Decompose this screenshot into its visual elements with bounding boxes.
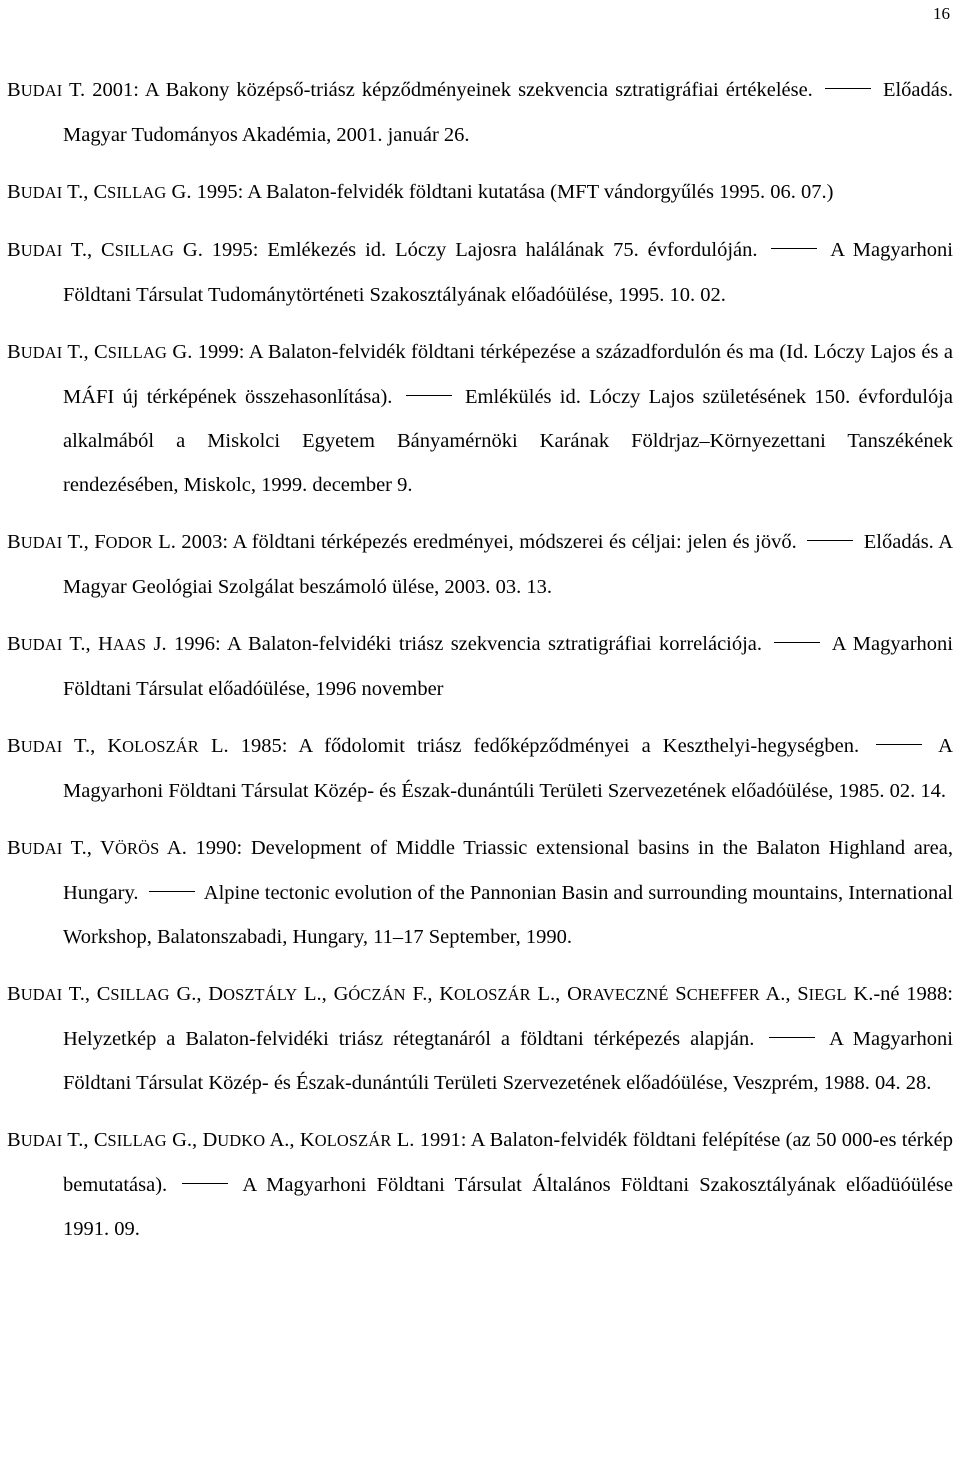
- em-dash-rule: [825, 88, 871, 89]
- reference-entry: [7, 170, 953, 215]
- author-smallcaps: OLOSZÁR: [122, 737, 199, 756]
- reference-text: G. 1999: A Balaton-felvidék földtani térképezése a századfordulón és ma (Id. Lóczy Lajos és a MÁFI új térképének összehasonlítása).: [63, 341, 953, 408]
- reference-text: L. 1991: A Balaton-felvidék földtani felépítése (az 50 000-es térkép bemutatása).: [63, 1129, 953, 1196]
- reference-text: G., D: [169, 983, 224, 1005]
- reference-text: A. 1990: Development of Middle Triassic extensional basins in the Balaton Highland area, Hungary.: [63, 837, 953, 904]
- reference-text: F., K: [405, 983, 455, 1005]
- author-smallcaps: SILLAG: [110, 985, 170, 1004]
- reference-text: B: [7, 983, 21, 1005]
- reference-entry: [7, 68, 953, 157]
- reference-text: A Magyarhoni Földtani Társulat Közép- és Észak-dunántúli Területi Szervezetének előadóülése, Veszprém, 1988. 04. 28.: [63, 1028, 953, 1094]
- author-smallcaps: OLOSZÁR: [314, 1131, 392, 1150]
- reference-text: B: [7, 633, 21, 655]
- reference-text: S: [668, 983, 687, 1005]
- reference-text: K.-né 1988: Helyzetkép a Balaton-felvidéki triász rétegtanáról a földtani térképezés alapján.: [63, 983, 954, 1050]
- reference-text: T., F: [62, 531, 106, 553]
- em-dash-rule: [876, 744, 922, 745]
- author-smallcaps: SILLAG: [107, 183, 167, 202]
- reference-entry: [7, 1118, 953, 1251]
- reference-text: B: [7, 79, 21, 101]
- em-dash-rule: [807, 540, 853, 541]
- reference-text: G., D: [166, 1129, 218, 1151]
- reference-entry: [7, 228, 953, 317]
- reference-text: Emlékülés id. Lóczy Lajos születésének 150. évfordulója alkalmából a Miskolci Egyetem Bányamérnöki Karának Földrjaz–Környezettani Tanszékének rendezésében, Miskolc, 1999. december 9.: [63, 386, 953, 496]
- em-dash-rule: [771, 248, 817, 249]
- reference-text: L. 2003: A földtani térképezés eredményei, módszerei és céljai: jelen és jövő.: [152, 531, 803, 553]
- reference-text: A Magyarhoni Földtani Társulat előadóülése, 1996 november: [63, 633, 953, 700]
- reference-text: L., G: [297, 983, 349, 1005]
- author-smallcaps: ODOR: [105, 533, 153, 552]
- reference-text: A Magyarhoni Földtani Társulat Közép- és Észak-dunántúli Területi Szervezetének előadóülése, 1985. 02. 14.: [63, 735, 953, 802]
- author-smallcaps: SILLAG: [107, 343, 167, 362]
- author-smallcaps: UDAI: [20, 533, 63, 552]
- reference-entry: [7, 622, 953, 711]
- author-smallcaps: UDAI: [20, 737, 63, 756]
- author-smallcaps: UDAI: [20, 635, 63, 654]
- author-smallcaps: UDAI: [20, 1131, 63, 1150]
- em-dash-rule: [149, 891, 195, 892]
- author-smallcaps: OSZTÁLY: [223, 985, 298, 1004]
- reference-text: Előadás. Magyar Tudományos Akadémia, 2001. január 26.: [63, 79, 953, 146]
- reference-text: G. 1995: A Balaton-felvidék földtani kutatása (MFT vándorgyűlés 1995. 06. 07.): [166, 181, 834, 203]
- author-smallcaps: RAVECZNÉ: [581, 985, 669, 1004]
- author-smallcaps: UDAI: [20, 183, 63, 202]
- author-smallcaps: IEGL: [808, 985, 847, 1004]
- reference-text: G. 1995: Emlékezés id. Lóczy Lajosra halálának 75. évfordulóján.: [173, 239, 767, 261]
- reference-text: T., C: [62, 181, 108, 203]
- reference-text: A., S: [759, 983, 809, 1005]
- reference-text: B: [7, 341, 21, 363]
- reference-text: T., C: [62, 983, 111, 1005]
- reference-text: J. 1996: A Balaton-felvidéki triász szekvencia sztratigráfiai korrelációja.: [146, 633, 770, 655]
- reference-text: T., C: [62, 239, 115, 261]
- reference-text: T., K: [62, 735, 123, 757]
- reference-text: L., O: [530, 983, 582, 1005]
- reference-text: B: [7, 181, 21, 203]
- reference-text: T. 2001: A Bakony középső-triász képződményeinek szekvencia sztratigráfiai értékelése.: [62, 79, 820, 101]
- em-dash-rule: [774, 642, 820, 643]
- author-smallcaps: UDAI: [20, 839, 63, 858]
- reference-text: T., C: [62, 1129, 108, 1151]
- reference-list: [7, 68, 953, 1264]
- reference-text: B: [7, 837, 21, 859]
- reference-entry: [7, 724, 953, 813]
- author-smallcaps: UDAI: [20, 985, 63, 1004]
- em-dash-rule: [406, 395, 452, 396]
- reference-text: B: [7, 531, 21, 553]
- author-smallcaps: AAS: [112, 635, 147, 654]
- author-smallcaps: ÖRÖS: [114, 839, 160, 858]
- page-number: 16: [933, 4, 950, 23]
- author-smallcaps: UDAI: [20, 241, 63, 260]
- reference-entry: [7, 826, 953, 959]
- reference-text: T., V: [62, 837, 115, 859]
- reference-text: B: [7, 239, 21, 261]
- author-smallcaps: UDAI: [20, 81, 63, 100]
- reference-entry: [7, 330, 953, 507]
- reference-text: L. 1985: A fődolomit triász fedőképződményei a Keszthelyi-hegységben.: [198, 735, 872, 757]
- reference-text: B: [7, 735, 21, 757]
- reference-text: A Magyarhoni Földtani Társulat Tudománytörténeti Szakosztályának előadóülése, 1995. 10. 02.: [63, 239, 953, 306]
- reference-entry: [7, 520, 953, 609]
- reference-text: B: [7, 1129, 21, 1151]
- author-smallcaps: SILLAG: [114, 241, 174, 260]
- reference-text: Alpine tectonic evolution of the Pannonian Basin and surrounding mountains, International Workshop, Balatonszabadi, Hungary, 11–17 September, 1990.: [63, 882, 953, 948]
- em-dash-rule: [769, 1037, 815, 1038]
- reference-text: T., H: [62, 633, 113, 655]
- author-smallcaps: UDKO: [217, 1131, 266, 1150]
- author-smallcaps: OLOSZÁR: [454, 985, 531, 1004]
- author-smallcaps: UDAI: [20, 343, 63, 362]
- reference-entry: [7, 972, 953, 1105]
- author-smallcaps: CHEFFER: [686, 985, 760, 1004]
- reference-text: Előadás. A Magyar Geológiai Szolgálat beszámoló ülése, 2003. 03. 13.: [63, 531, 953, 598]
- reference-text: A., K: [265, 1129, 315, 1151]
- author-smallcaps: SILLAG: [107, 1131, 167, 1150]
- reference-text: A Magyarhoni Földtani Társulat Általános Földtani Szakosztályának előadüóülése 1991. 09.: [63, 1174, 953, 1240]
- em-dash-rule: [182, 1183, 228, 1184]
- author-smallcaps: ÓCZÁN: [348, 985, 406, 1004]
- reference-text: T., C: [62, 341, 108, 363]
